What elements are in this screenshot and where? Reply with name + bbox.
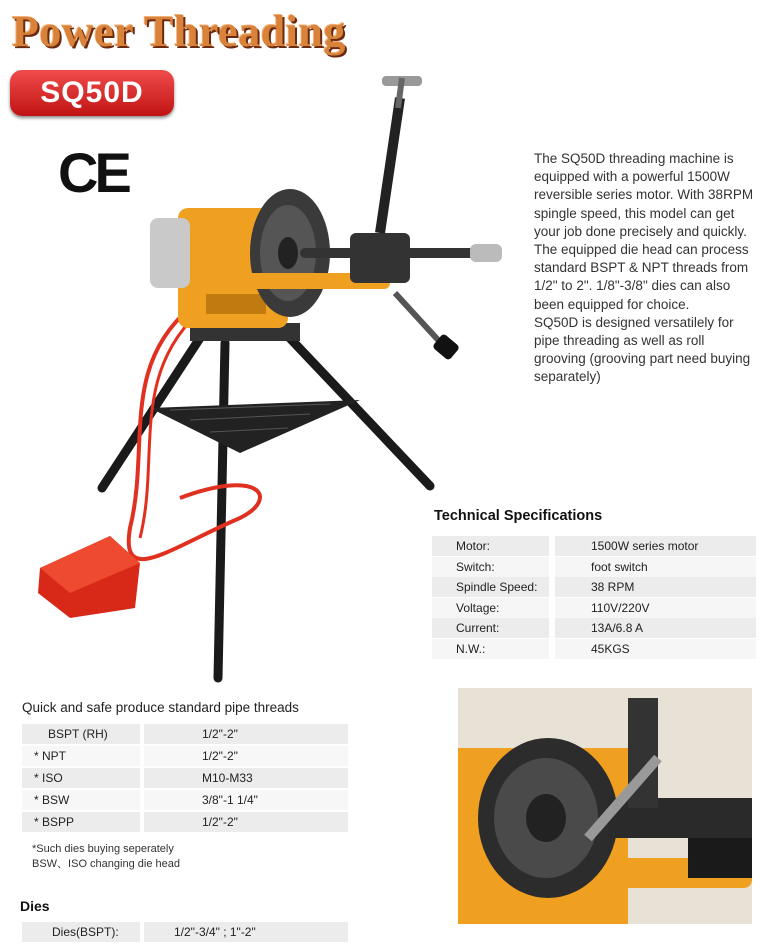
spec-value: 110V/220V <box>555 598 756 618</box>
page-title: Power Threading <box>12 7 346 56</box>
description-paragraph: The SQ50D threading machine is equipped with a powerful 1500W reversible series motor. With 38RPM spingle speed, this model can get your job done precisely and quickly. <box>534 151 754 239</box>
thread-value: 1/2"-2" <box>144 724 348 744</box>
spec-label: Motor: <box>432 536 549 556</box>
thread-value: 3/8"-1 1/4" <box>144 790 348 810</box>
thread-heading: Quick and safe produce standard pipe threads <box>22 700 299 715</box>
spec-label: Switch: <box>432 557 549 577</box>
ce-mark: CE <box>58 141 128 204</box>
die-head <box>350 233 410 283</box>
description-paragraph: The equipped die head can process standard BSPT & NPT threads from 1/2" to 2". 1/8"-3/8" dies can also been equipped for choice. <box>534 242 749 312</box>
dies-row <box>22 922 348 942</box>
thread-row <box>22 790 348 810</box>
spec-row <box>432 598 756 618</box>
dies-label: Dies(BSPT): <box>22 922 140 942</box>
spec-row <box>432 639 756 659</box>
spec-row <box>432 577 756 597</box>
thread-row <box>22 812 348 832</box>
thread-label: * BSW <box>22 790 140 810</box>
thread-row <box>22 768 348 788</box>
model-label: SQ50D <box>40 76 144 109</box>
note-line: *Such dies buying seperately <box>32 843 174 855</box>
thread-label: * NPT <box>22 746 140 766</box>
spec-value: 1500W series motor <box>555 536 756 556</box>
tripod-stand <box>102 333 430 678</box>
thread-table <box>22 724 348 834</box>
thread-label: BSPT (RH) <box>22 724 140 744</box>
spec-table <box>432 536 756 659</box>
dies-heading: Dies <box>20 898 50 914</box>
spec-label: Voltage: <box>432 598 549 618</box>
dies-note <box>32 842 292 872</box>
thread-value: 1/2"-2" <box>144 812 348 832</box>
spec-row <box>432 618 756 638</box>
spec-row <box>432 557 756 577</box>
spec-label: Current: <box>432 618 549 638</box>
note-line: BSW、ISO changing die head <box>32 858 180 870</box>
dies-value: 1/2"-3/4" ; 1"-2" <box>144 922 348 942</box>
thread-label: * BSPP <box>22 812 140 832</box>
thread-row <box>22 746 348 766</box>
spec-row <box>432 536 756 556</box>
thread-value: M10-M33 <box>144 768 348 788</box>
spec-label: N.W.: <box>432 639 549 659</box>
spec-heading: Technical Specifications <box>434 508 603 524</box>
spec-label: Spindle Speed: <box>432 577 549 597</box>
spec-value: 38 RPM <box>555 577 756 597</box>
thread-row <box>22 724 348 744</box>
spec-value: 45KGS <box>555 639 756 659</box>
spec-value: 13A/6.8 A <box>555 618 756 638</box>
description-paragraph: SQ50D is designed versatilely for pipe threading as well as roll grooving (grooving part need buying separately) <box>534 314 751 385</box>
spec-value: foot switch <box>555 557 756 577</box>
product-description <box>534 150 754 387</box>
die-head-closeup-photo <box>458 688 752 924</box>
tripod-tray <box>150 400 360 453</box>
thread-label: * ISO <box>22 768 140 788</box>
thread-value: 1/2"-2" <box>144 746 348 766</box>
